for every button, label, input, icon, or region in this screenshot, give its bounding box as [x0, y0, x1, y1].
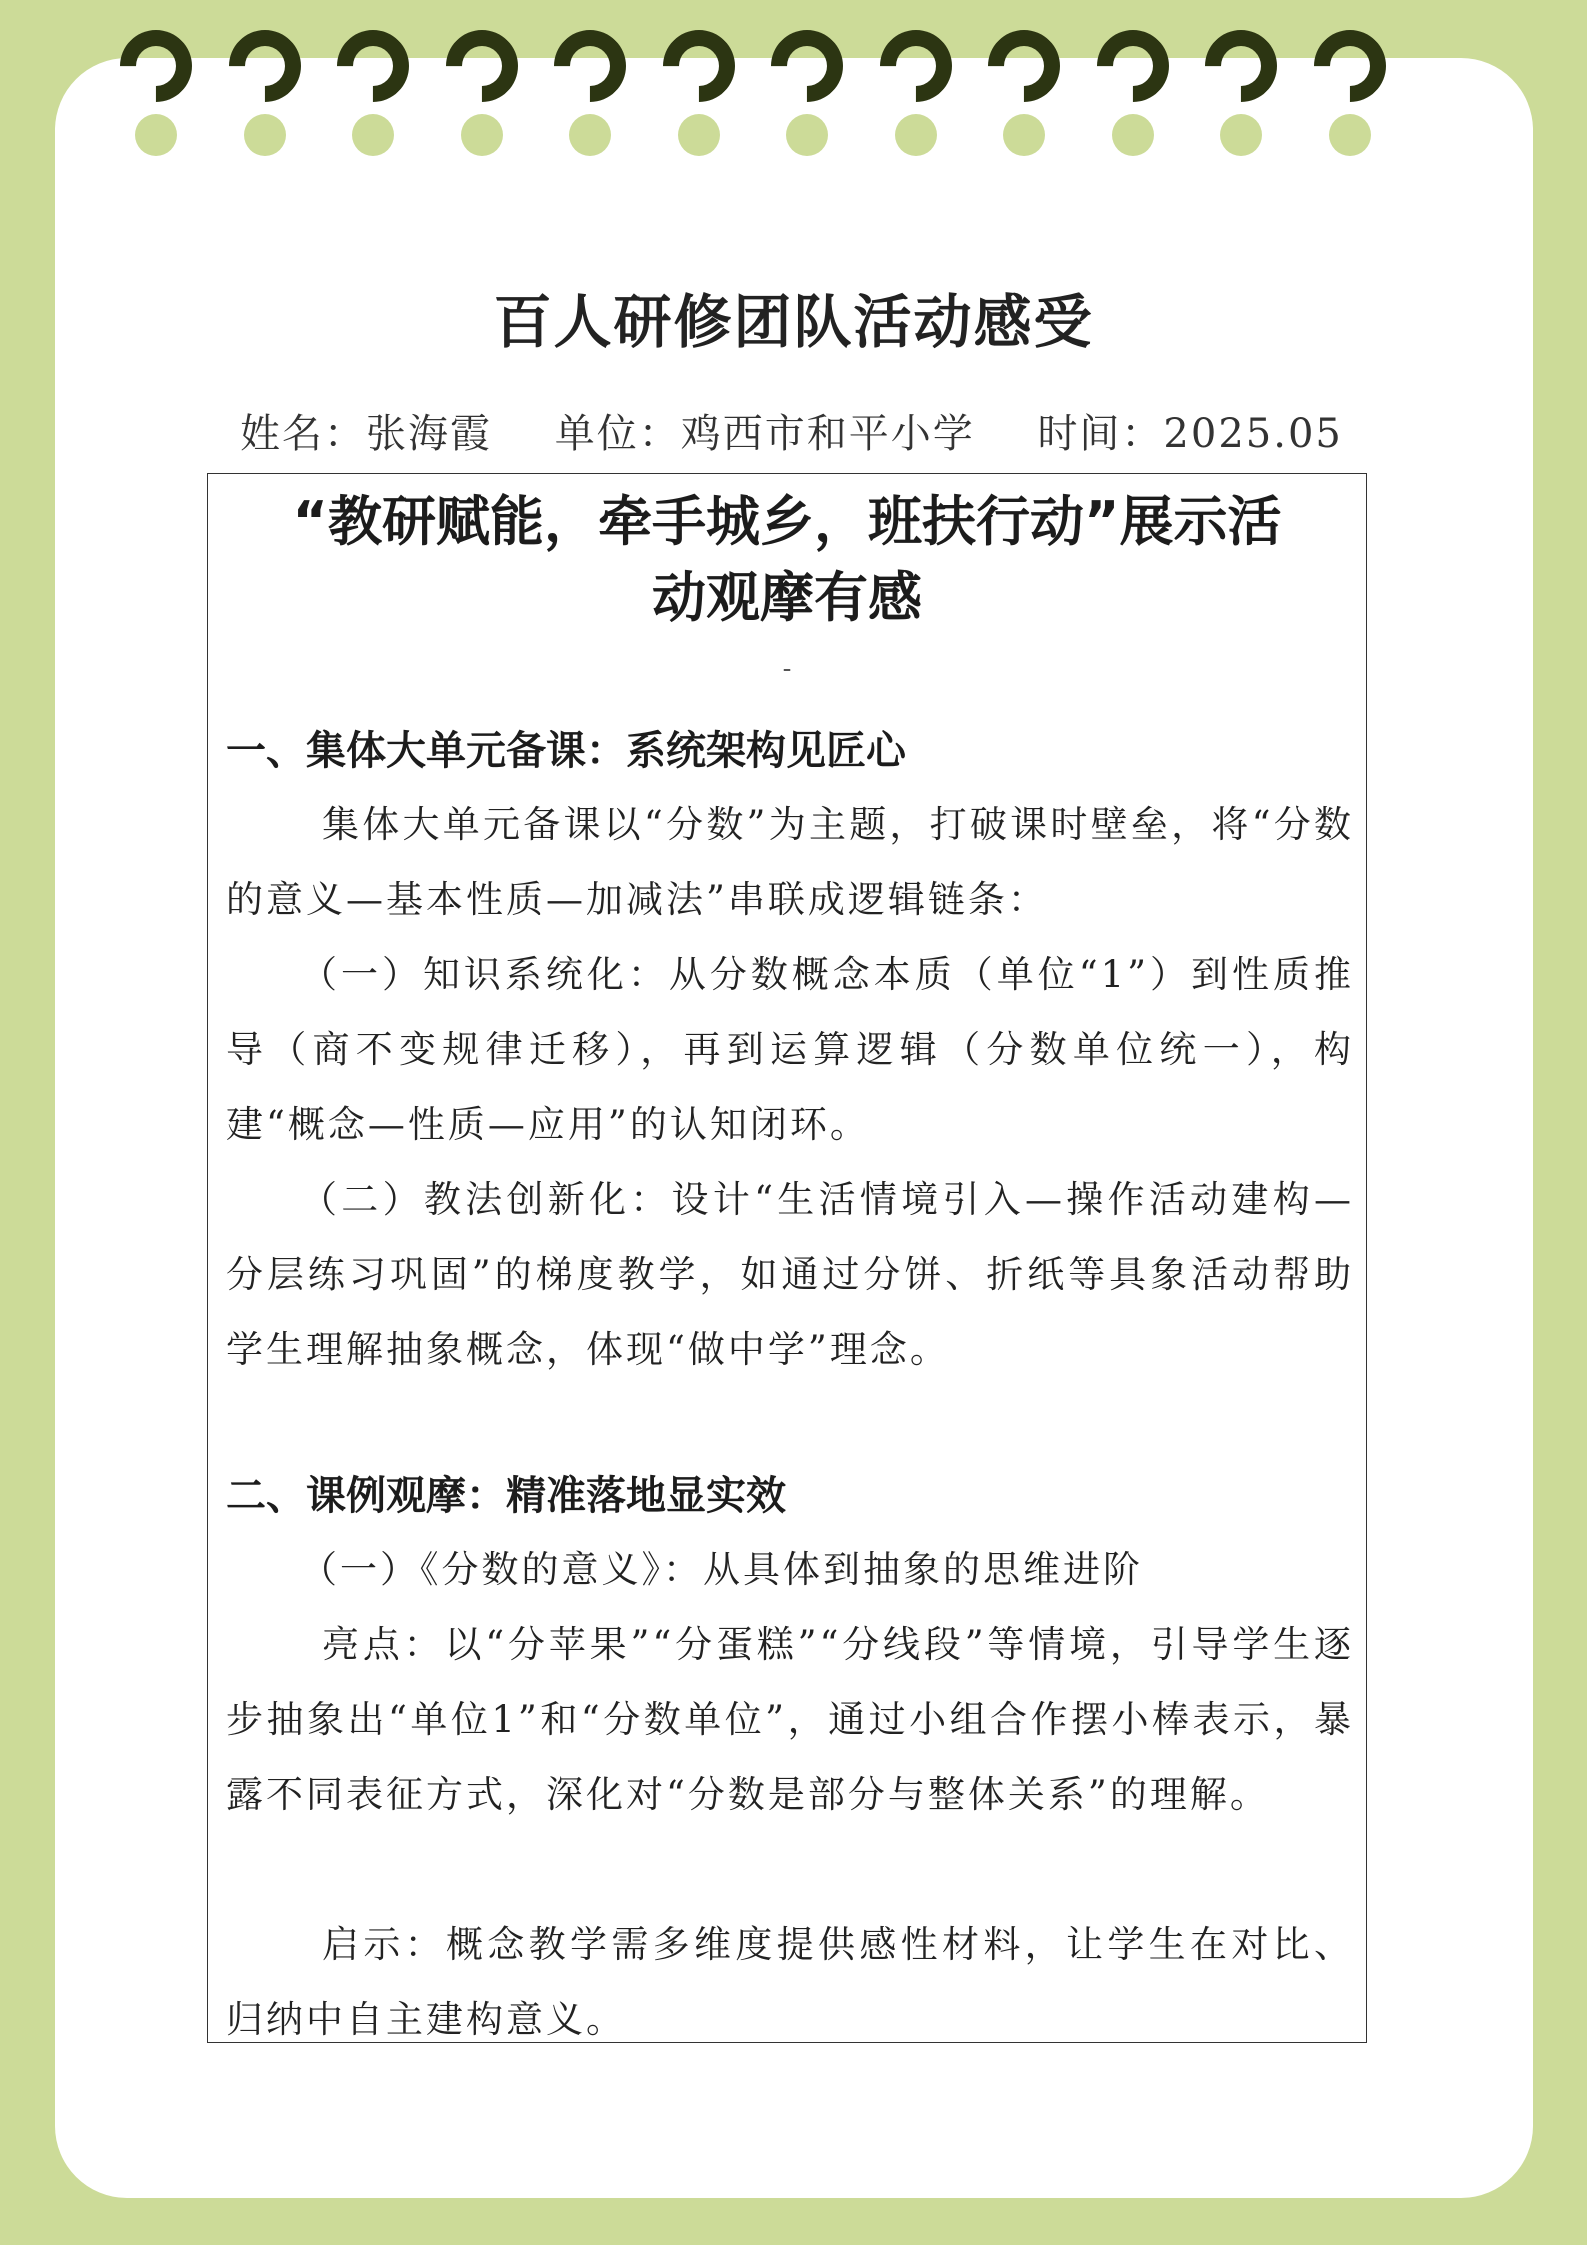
section2-heading: 二、课例观摩：精准落地显实效 [226, 1473, 786, 1519]
author-meta [240, 402, 1391, 459]
ring-arc [214, 15, 316, 117]
ring-hole [895, 114, 937, 156]
ring-hole [244, 114, 286, 156]
ring-hole [1112, 114, 1154, 156]
ring-arc [865, 15, 967, 117]
ring-arc [431, 15, 533, 117]
ring-hole [461, 114, 503, 156]
section1-point1: （一）知识系统化：从分数概念本质（单位“1”）到性质推导（商不变规律迁移），再到运算逻辑（分数单位统一），构建“概念—性质—应用”的认知闭环。 [226, 953, 1354, 1146]
ring-hole [135, 114, 177, 156]
author-unit: 单位：鸡西市和平小学 [554, 411, 975, 457]
page-title: 百人研修团队活动感受 [493, 288, 1094, 356]
ring-arc [973, 15, 1075, 117]
ring-arc [1190, 15, 1292, 117]
ring-hole [569, 114, 611, 156]
ring-arc [1299, 15, 1401, 117]
ring-hole [678, 114, 720, 156]
section1-heading: 一、集体大单元备课：系统架构见匠心 [226, 728, 906, 774]
section2-insight: 启示：概念教学需多维度提供感性材料，让学生在对比、归纳中自主建构意义。 [226, 1923, 1354, 2041]
article-box [207, 473, 1367, 2043]
article-title [208, 484, 1366, 636]
ring-arc [1082, 15, 1184, 117]
ring-hole [786, 114, 828, 156]
ring-arc [648, 15, 750, 117]
ring-arc [539, 15, 641, 117]
section1-intro: 集体大单元备课以“分数”为主题，打破课时壁垒，将“分数的意义—基本性质—加减法”串联成逻辑链条： [226, 803, 1354, 921]
ring-hole [352, 114, 394, 156]
title-separator: - [782, 654, 792, 684]
author-time: 时间：2025.05 [1037, 411, 1343, 457]
ring-arc [105, 15, 207, 117]
section2-highlight: 亮点：以“分苹果”“分蛋糕”“分线段”等情境，引导学生逐步抽象出“单位1”和“分数单位”，通过小组合作摆小棒表示，暴露不同表征方式，深化对“分数是部分与整体关系”的理解。 [226, 1623, 1354, 1816]
author-name: 姓名：张海霞 [240, 411, 492, 457]
section1-point2: （二）教法创新化：设计“生活情境引入—操作活动建构—分层练习巩固”的梯度教学，如通过分饼、折纸等具象活动帮助学生理解抽象概念，体现“做中学”理念。 [226, 1178, 1354, 1371]
section2-subheading: （一）《分数的意义》：从具体到抽象的思维进阶 [300, 1548, 1143, 1591]
ring-hole [1220, 114, 1262, 156]
article-title-line1: “教研赋能，牵手城乡，班扶行动”展示活 [292, 490, 1282, 553]
ring-arc [756, 15, 858, 117]
binder-rings [0, 0, 1587, 160]
ring-hole [1329, 114, 1371, 156]
ring-arc [322, 15, 424, 117]
article-title-line2: 动观摩有感 [652, 566, 922, 629]
ring-hole [1003, 114, 1045, 156]
